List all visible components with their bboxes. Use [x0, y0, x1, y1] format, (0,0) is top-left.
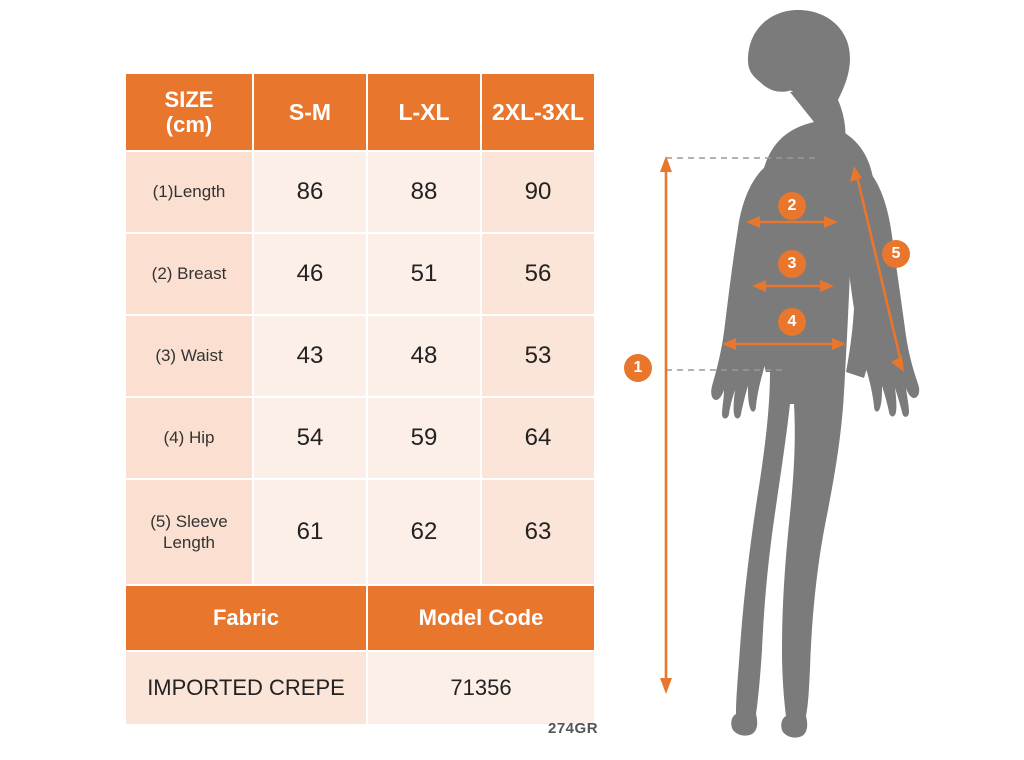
cell-hip-sm: 54	[253, 397, 367, 479]
cell-hip-lxl: 59	[367, 397, 481, 479]
header-size-label	[125, 73, 253, 151]
table-row	[125, 151, 595, 233]
cell-length-lxl: 88	[367, 151, 481, 233]
cell-length-2xl3xl: 90	[481, 151, 595, 233]
footer-value-model-code: 71356	[367, 651, 595, 725]
header-size-line1: SIZE	[164, 86, 214, 112]
row-label-length: (1)Length	[125, 151, 253, 233]
footer-header-fabric: Fabric	[125, 585, 367, 651]
cell-waist-2xl3xl: 53	[481, 315, 595, 397]
table-row	[125, 397, 595, 479]
cell-breast-2xl3xl: 56	[481, 233, 595, 315]
female-silhouette-diagram	[600, 0, 1024, 760]
footer-header-model-code: Model Code	[367, 585, 595, 651]
row-label-breast: (2) Breast	[125, 233, 253, 315]
cell-breast-lxl: 51	[367, 233, 481, 315]
table-row	[125, 479, 595, 585]
table-footer-value-row	[125, 651, 595, 725]
header-column-lxl: L-XL	[367, 73, 481, 151]
marker-1-length: 1	[624, 354, 652, 382]
measurement-figure	[600, 0, 1024, 760]
marker-3-waist: 3	[778, 250, 806, 278]
cell-hip-2xl3xl: 64	[481, 397, 595, 479]
marker-5-sleeve-length: 5	[882, 240, 910, 268]
row-label-hip: (4) Hip	[125, 397, 253, 479]
model-tag: 274GR	[548, 720, 599, 737]
row-label-waist: (3) Waist	[125, 315, 253, 397]
cell-sleeve-lxl: 62	[367, 479, 481, 585]
table-footer-header-row	[125, 585, 595, 651]
cell-sleeve-2xl3xl: 63	[481, 479, 595, 585]
cell-waist-sm: 43	[253, 315, 367, 397]
size-table-container	[124, 72, 596, 726]
body-silhouette-icon	[711, 10, 919, 738]
cell-length-sm: 86	[253, 151, 367, 233]
table-row	[125, 233, 595, 315]
header-column-2xl3xl: 2XL-3XL	[481, 73, 595, 151]
size-table-body	[125, 151, 595, 725]
table-header-row	[125, 73, 595, 151]
marker-4-hip: 4	[778, 308, 806, 336]
cell-breast-sm: 46	[253, 233, 367, 315]
size-table-head	[125, 73, 595, 151]
cell-sleeve-sm: 61	[253, 479, 367, 585]
marker-2-breast: 2	[778, 192, 806, 220]
cell-waist-lxl: 48	[367, 315, 481, 397]
table-row	[125, 315, 595, 397]
row-label-sleeve-length: (5) Sleeve Length	[125, 479, 253, 585]
header-column-sm: S-M	[253, 73, 367, 151]
footer-value-fabric: IMPORTED CREPE	[125, 651, 367, 725]
header-size-line2: (cm)	[165, 112, 213, 137]
size-table	[124, 72, 596, 726]
